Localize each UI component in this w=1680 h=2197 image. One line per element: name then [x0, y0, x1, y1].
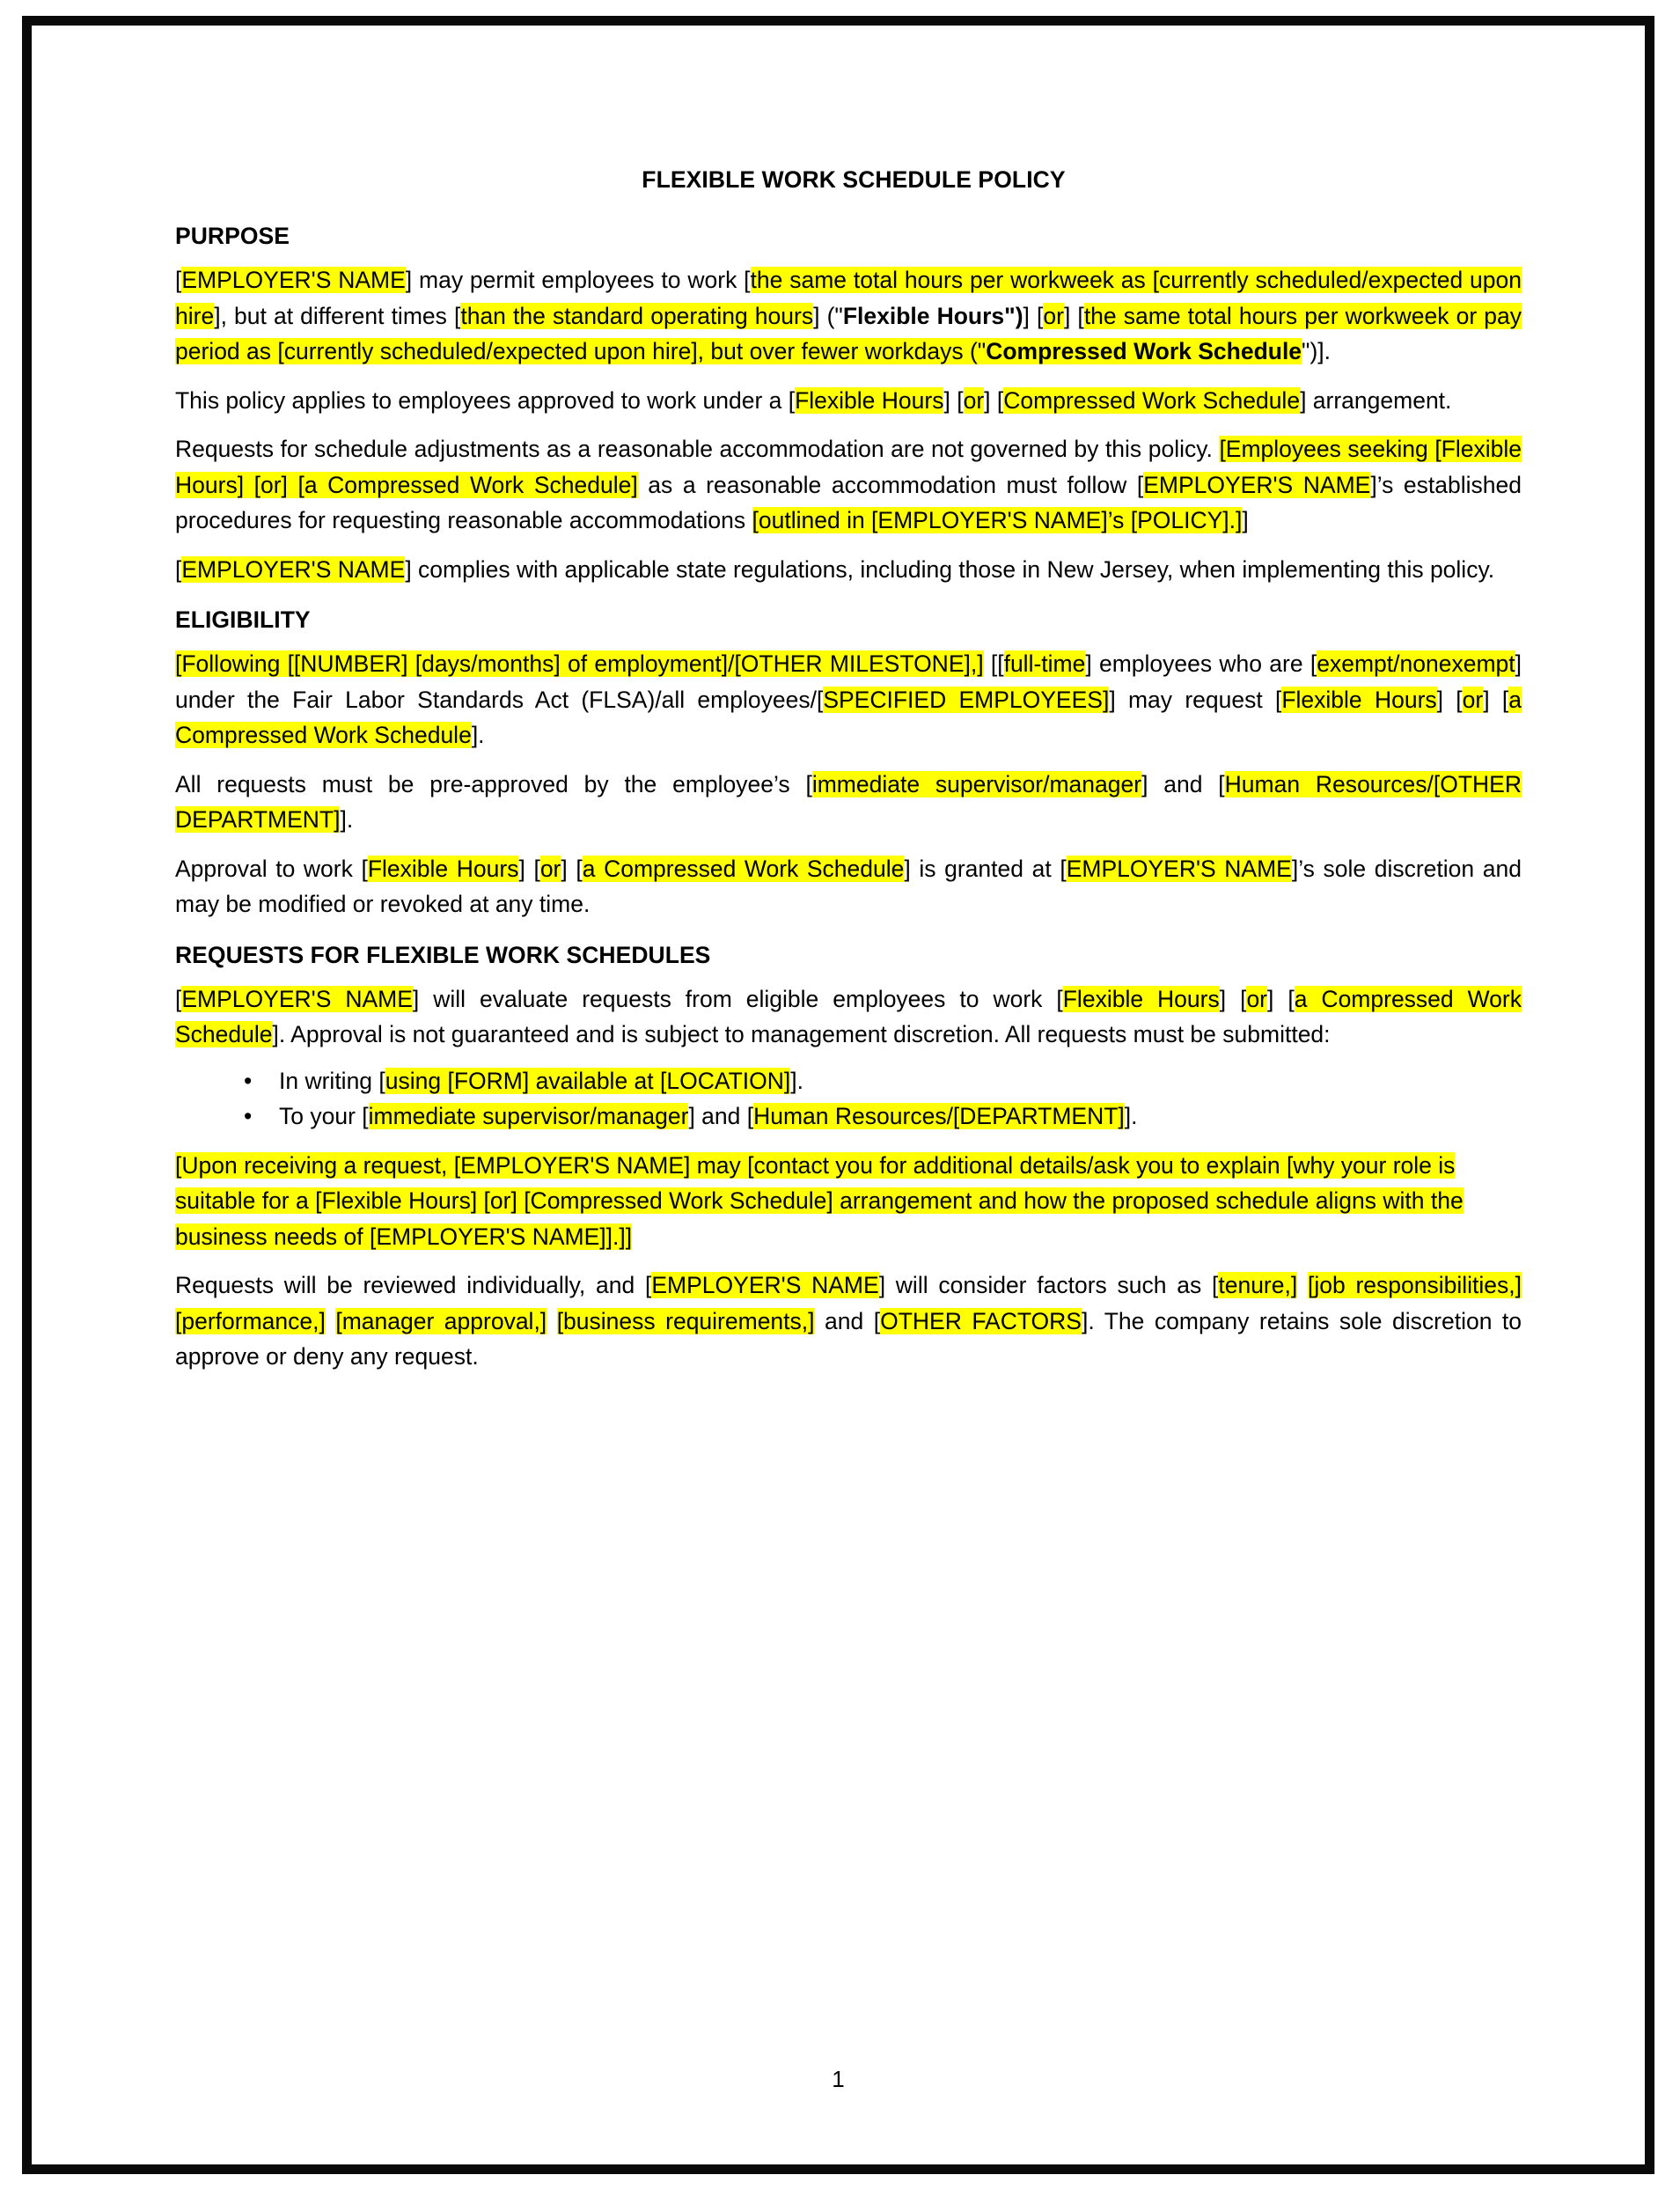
- requests-submission-list: [175, 1063, 1522, 1135]
- text-run: Approval to work [: [175, 855, 368, 882]
- text-run: ] [: [518, 855, 540, 882]
- highlighted-text: SPECIFIED EMPLOYEES]: [823, 686, 1110, 713]
- highlighted-text: immediate supervisor/manager: [811, 770, 1142, 797]
- eligibility-paragraph-2: [175, 767, 1522, 838]
- text-run: ] arrangement.: [1300, 386, 1452, 414]
- text-run: ]’s established procedures for requesting reasonable accommodations: [175, 471, 1522, 533]
- highlighted-text: the same total hours per workweek as [currently scheduled/expected upon hire: [175, 267, 1522, 329]
- text-run: and [: [814, 1307, 881, 1334]
- highlighted-text: [manager approval,]: [335, 1307, 547, 1334]
- highlighted-text: EMPLOYER'S NAME: [1066, 855, 1292, 882]
- text-run: Requests for schedule adjustments as a reasonable accommodation are not governed by this policy.: [175, 436, 1220, 462]
- highlighted-text: a Compressed Work Schedule: [175, 686, 1522, 748]
- highlighted-text: immediate supervisor/manager: [368, 1103, 689, 1129]
- text-run: ] [: [984, 386, 1004, 414]
- text-run: All requests must be pre-approved by the employee’s [: [175, 770, 812, 797]
- list-item-text: [279, 1068, 803, 1094]
- text-run: ], but at different times [: [214, 302, 461, 329]
- page-title: FLEXIBLE WORK SCHEDULE POLICY: [642, 166, 1066, 193]
- highlighted-text: a Compressed Work Schedule: [582, 855, 905, 882]
- text-run: In writing [: [279, 1067, 385, 1094]
- highlighted-text: OTHER FACTORS: [880, 1307, 1082, 1334]
- highlighted-text: Human Resources/[OTHER DEPARTMENT]: [175, 770, 1522, 833]
- highlighted-text: EMPLOYER'S NAME: [1143, 471, 1371, 498]
- highlighted-text: EMPLOYER'S NAME: [651, 1272, 879, 1298]
- highlighted-text: or: [1462, 686, 1484, 713]
- text-run: ] will evaluate requests from eligible employees to work [: [412, 985, 1063, 1012]
- text-run: ] may request [: [1109, 686, 1282, 713]
- highlighted-text: [Following [[NUMBER] [days/months] of employment]/[OTHER MILESTONE],]: [175, 650, 984, 677]
- text-run: ] and [: [1141, 770, 1225, 797]
- text-run: Flexible Hours"): [842, 302, 1023, 329]
- text-run: [326, 1308, 336, 1334]
- text-run: ] may permit employees to work [: [405, 267, 751, 293]
- text-run: ] [: [1267, 985, 1295, 1012]
- highlighted-text: using [FORM] available at [LOCATION]: [385, 1067, 791, 1094]
- highlighted-text: Flexible Hours: [1281, 686, 1437, 713]
- highlighted-text: tenure,]: [1218, 1272, 1298, 1298]
- text-run: [547, 1308, 557, 1334]
- text-run: ] [: [1063, 302, 1084, 329]
- highlighted-text: Flexible Hours: [1062, 985, 1220, 1012]
- text-run: ] [: [561, 855, 583, 882]
- document-page: [32, 26, 1645, 2164]
- text-run: ] [: [1483, 686, 1509, 713]
- section-heading-eligibility: ELIGIBILITY: [175, 606, 311, 633]
- highlighted-text: or: [539, 855, 561, 882]
- document-body: [175, 166, 1522, 1375]
- requests-paragraph-2: [175, 1148, 1522, 1255]
- text-run: ] under the Fair Labor Standards Act (FLSA)/all employees/[: [175, 650, 1522, 713]
- highlighted-text: full-time: [1003, 650, 1086, 677]
- bullet-icon: •: [244, 1067, 253, 1094]
- text-run: ]. Approval is not guaranteed and is subject to management discretion. All requests must be submitted:: [272, 1021, 1331, 1047]
- highlighted-text: EMPLOYER'S NAME: [181, 985, 413, 1012]
- highlighted-text: or: [1246, 985, 1268, 1012]
- list-item: [175, 1098, 1522, 1135]
- text-run: ] and [: [688, 1103, 754, 1129]
- section-heading-purpose: PURPOSE: [175, 223, 290, 249]
- purpose-paragraph-4: [175, 552, 1522, 588]
- text-run: ] [: [943, 386, 964, 414]
- highlighted-text: [Upon receiving a request, [EMPLOYER'S NAME] may [contact you for additional details/ask you to explain [why your role is suitable for a [Flexible Hours] [or] [Compressed Work Schedule] arrangement and how the proposed schedule aligns with the business needs of [EMPLOYER'S NAME]].]]: [175, 1151, 1464, 1250]
- text-run: ] employees who are [: [1085, 650, 1317, 677]
- requests-paragraph-3: [175, 1268, 1522, 1375]
- highlighted-text: Compressed Work Schedule: [1003, 386, 1301, 414]
- text-run: ] is granted at [: [904, 855, 1067, 882]
- purpose-paragraph-2: [175, 383, 1522, 419]
- highlighted-text: or: [1043, 302, 1064, 329]
- text-run: This policy applies to employees approved to work under a [: [175, 386, 796, 414]
- text-run: [: [175, 267, 182, 293]
- section-heading-requests: REQUESTS FOR FLEXIBLE WORK SCHEDULES: [175, 941, 711, 968]
- eligibility-paragraph-1: [175, 646, 1522, 753]
- document-page-border: [22, 16, 1654, 2174]
- text-run: ]: [1242, 507, 1249, 533]
- purpose-paragraph-1: [175, 262, 1522, 370]
- highlighted-text: [outlined in [EMPLOYER'S NAME]’s [POLICY].]: [752, 507, 1243, 533]
- highlighted-text: exempt/nonexempt: [1317, 650, 1515, 677]
- highlighted-text: [job responsibilities,]: [1307, 1272, 1522, 1298]
- list-item-text: [279, 1103, 1138, 1129]
- text-run: ] [: [1436, 686, 1463, 713]
- page-number: 1: [832, 2066, 845, 2092]
- text-run: Requests will be reviewed individually, and [: [175, 1272, 652, 1298]
- highlighted-text: [performance,]: [175, 1307, 326, 1334]
- highlighted-text: EMPLOYER'S NAME: [181, 555, 406, 583]
- text-run: ].: [790, 1067, 803, 1094]
- purpose-paragraph-3: [175, 431, 1522, 539]
- highlighted-text: Flexible Hours: [367, 855, 519, 882]
- text-run: ]. The company retains sole discretion to approve or deny any request.: [175, 1307, 1522, 1370]
- highlighted-text: Flexible Hours: [795, 386, 944, 414]
- highlighted-text: than the standard operating hours: [460, 302, 814, 329]
- text-run: ] (": [813, 302, 843, 329]
- text-run: ].: [471, 722, 485, 748]
- text-run: as a reasonable accommodation must follow [: [637, 471, 1144, 498]
- highlighted-text: Human Resources/[DEPARTMENT]: [753, 1103, 1125, 1129]
- text-run: [: [175, 985, 182, 1012]
- eligibility-paragraph-3: [175, 851, 1522, 922]
- highlighted-text: [business requirements,]: [556, 1307, 815, 1334]
- text-run: ].: [1124, 1103, 1138, 1129]
- highlighted-text: EMPLOYER'S NAME: [181, 267, 406, 293]
- requests-paragraph-1: [175, 981, 1522, 1053]
- highlighted-text: [Employees seeking [Flexible Hours] [or] [a Compressed Work Schedule]: [175, 436, 1522, 498]
- text-run: [: [175, 555, 182, 583]
- highlighted-text: the same total hours per workweek or pay period as [currently scheduled/expected upon hire], but over fewer workdays (": [175, 302, 1522, 364]
- highlighted-text: Compressed Work Schedule: [986, 338, 1302, 364]
- text-run: ] [: [1219, 985, 1247, 1012]
- highlighted-text: or: [963, 386, 985, 414]
- text-run: [1297, 1272, 1308, 1298]
- text-run: ] [: [1023, 302, 1044, 329]
- text-run: To your [: [279, 1103, 369, 1129]
- highlighted-text: a Compressed Work Schedule: [175, 985, 1522, 1047]
- list-item: [175, 1063, 1522, 1099]
- text-run: [[: [983, 650, 1004, 677]
- text-run: ")].: [1302, 338, 1332, 364]
- text-run: ]’s sole discretion and may be modified or revoked at any time.: [175, 855, 1522, 917]
- text-run: ].: [340, 806, 354, 833]
- text-run: ] will consider factors such as [: [878, 1272, 1219, 1298]
- text-run: ] complies with applicable state regulations, including those in New Jersey, when implementing this policy.: [405, 555, 1495, 583]
- bullet-icon: •: [244, 1103, 253, 1129]
